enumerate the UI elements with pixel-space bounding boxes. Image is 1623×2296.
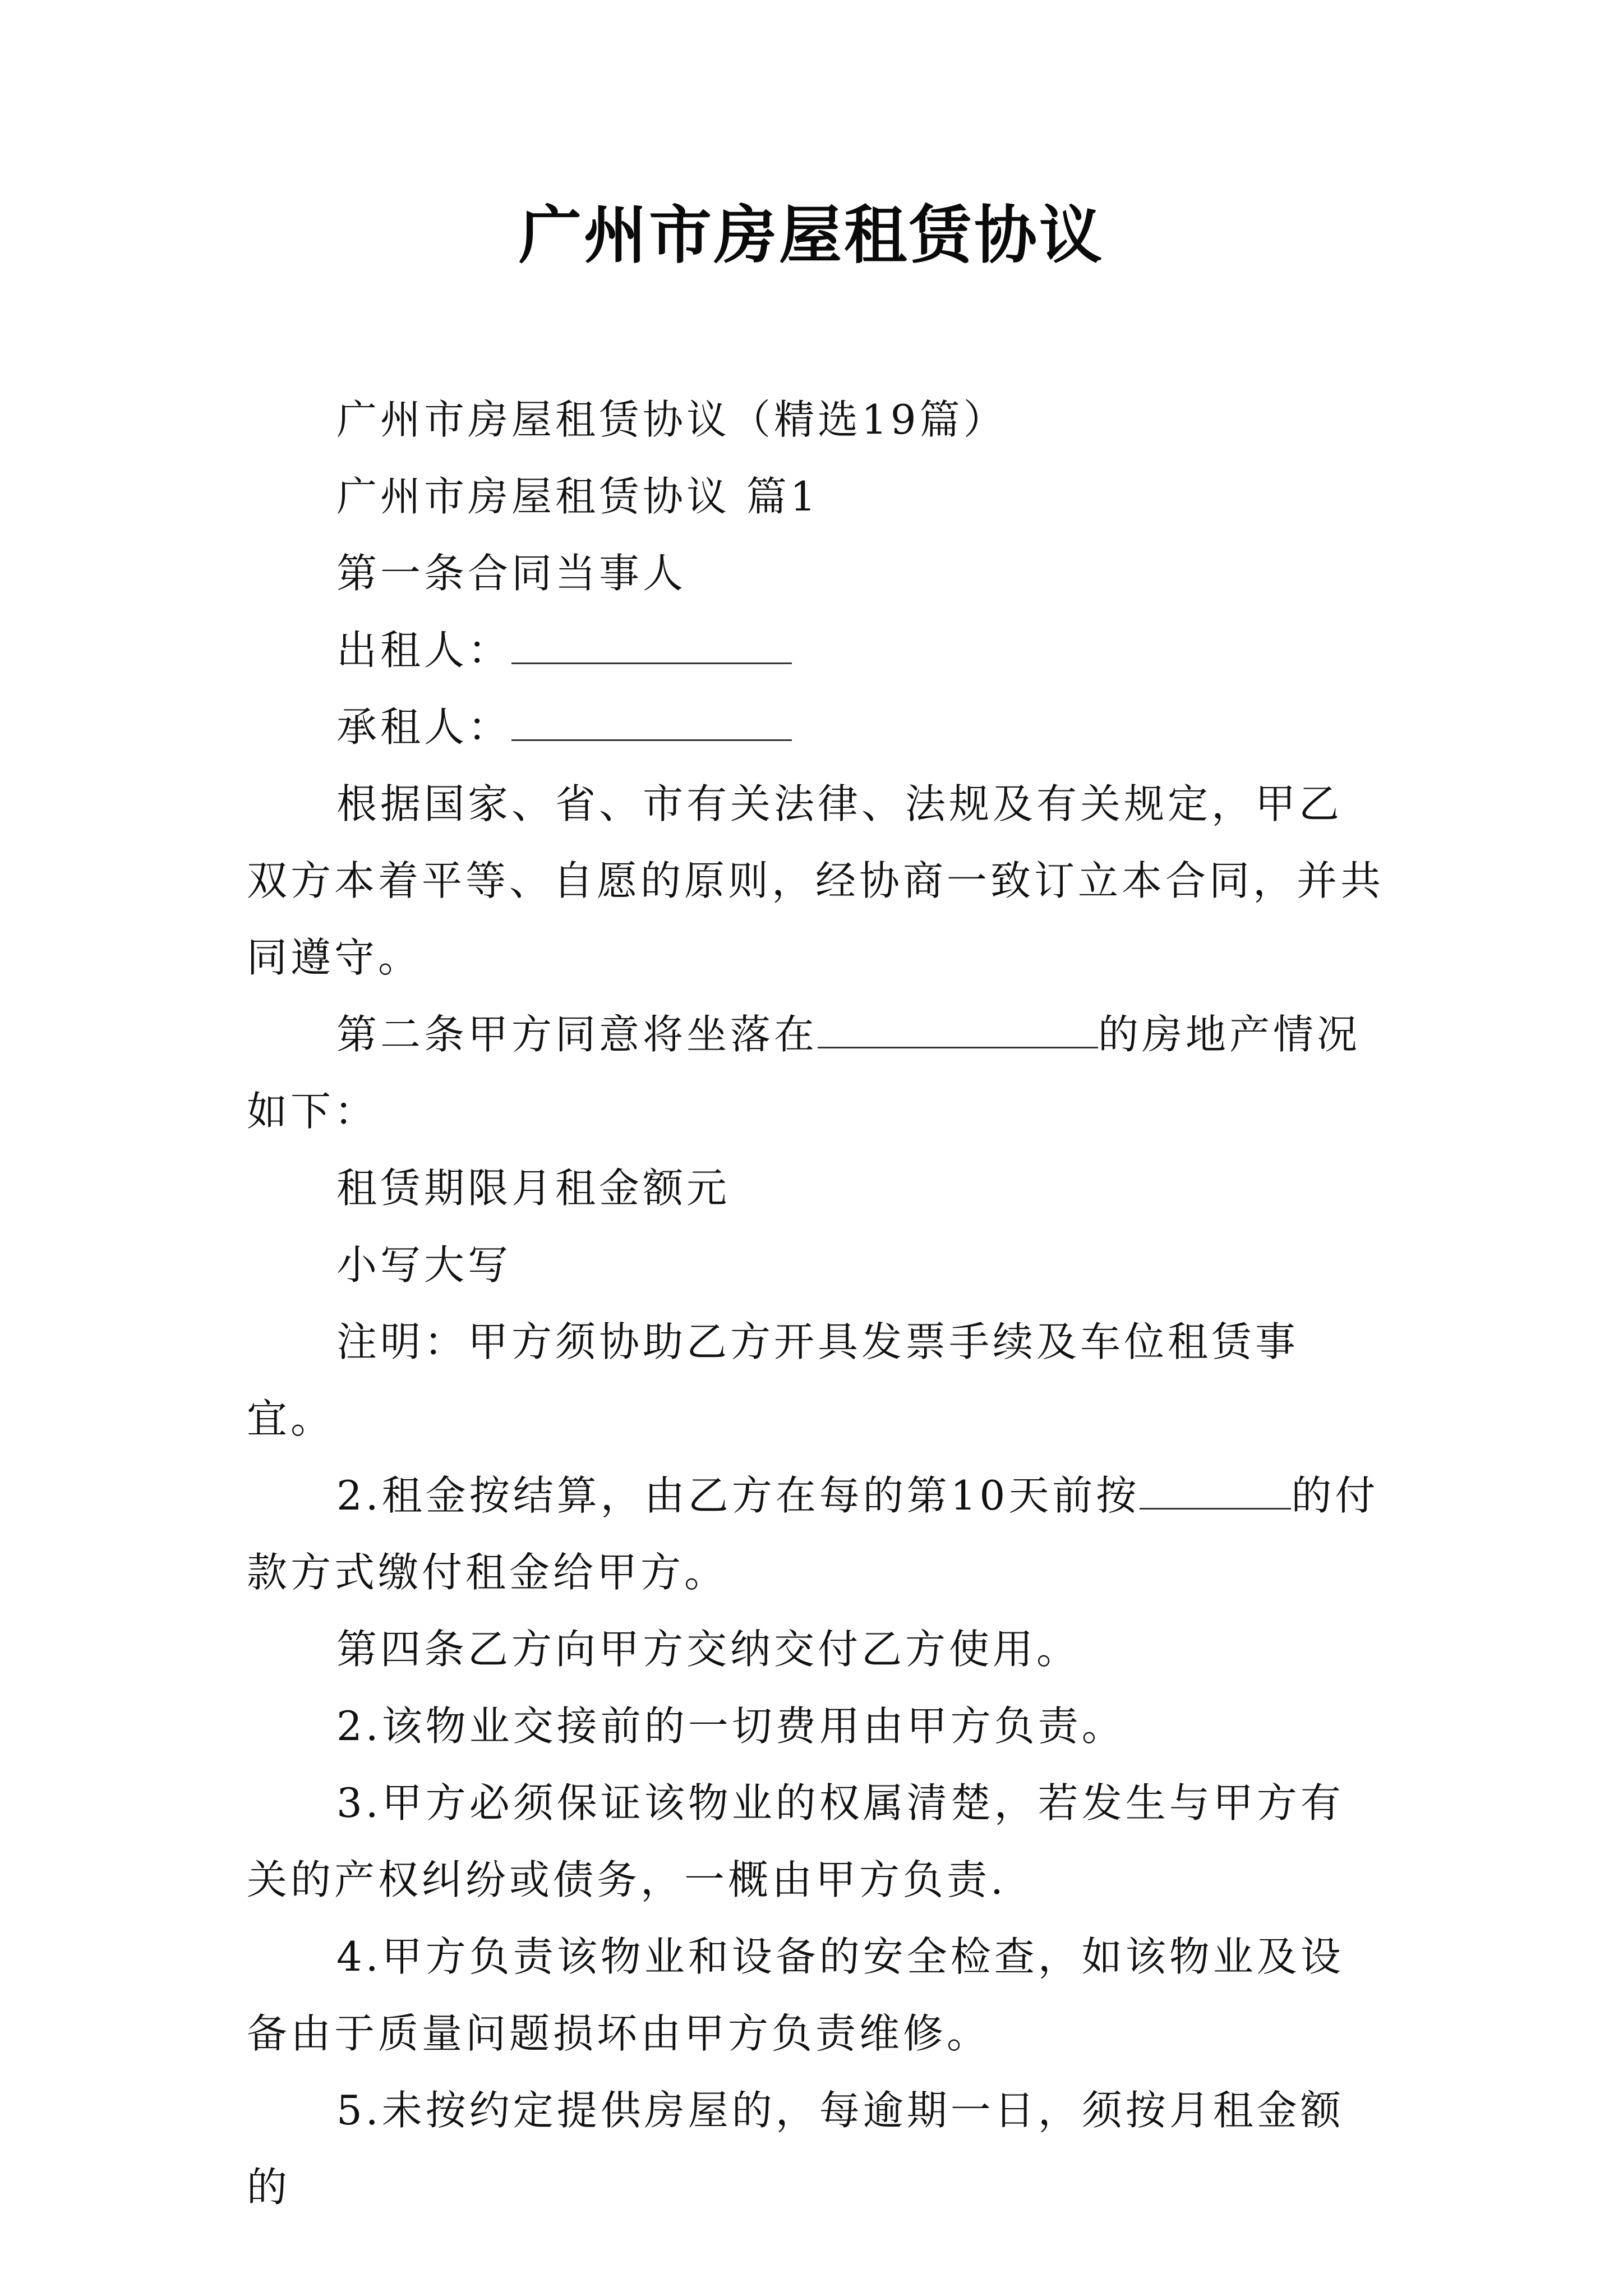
paragraph-clause-3: 3.甲方必须保证该物业的权属清楚，若发生与甲方有关的产权纠纷或债务，一概由甲方负责. — [247, 1779, 1344, 1903]
paragraph-note: 注明：甲方须协助乙方开具发票手续及车位租赁事宜。 — [247, 1318, 1299, 1442]
lessee-label: 承租人： — [336, 703, 512, 751]
lessor-blank — [511, 628, 792, 664]
paragraph-amount-case: 小写大写 — [336, 1241, 512, 1289]
document-title: 广州市房屋租赁协议 — [519, 199, 1104, 272]
paragraph-lease-term: 租赁期限月租金额元 — [336, 1165, 731, 1212]
paragraph-article-2 — [247, 996, 1385, 1150]
paragraph-clause-2: 2.该物业交接前的一切费用由甲方负责。 — [336, 1703, 1126, 1750]
paragraph-clause-4: 4.甲方负责该物业和设备的安全检查，如该物业及设备由于质量问题损坏由甲方负责维修。 — [247, 1933, 1344, 2057]
paragraph-article-4: 第四条乙方向甲方交纳交付乙方使用。 — [336, 1626, 1081, 1673]
paragraph-clause-5: 5.未按约定提供房屋的，每逾期一日，须按月租金额的 — [247, 2087, 1344, 2211]
paragraph-section-heading: 广州市房屋租赁协议 篇1 — [336, 473, 819, 520]
payment-method-blank — [1140, 1473, 1291, 1510]
rent-payment-text-a: 2.租金按结算，由乙方在每的第10天前按 — [336, 1472, 1140, 1519]
paragraph-rent-payment — [247, 1457, 1385, 1611]
rent-payment-text-b: 的付款方式缴付租金给甲方。 — [247, 1472, 1379, 1596]
article-2-text-a: 第二条甲方同意将坐落在 — [336, 1011, 818, 1058]
article-2-text-b: 的房地产情况如下： — [247, 1011, 1361, 1135]
paragraph-article-1: 第一条合同当事人 — [336, 550, 687, 597]
paragraph-subtitle: 广州市房屋租赁协议（精选19篇） — [336, 396, 1007, 443]
location-blank — [818, 1012, 1098, 1048]
paragraph-lessee — [247, 689, 1385, 766]
document-body — [247, 381, 1385, 2226]
lessor-label: 出租人： — [336, 627, 512, 674]
paragraph-lessor — [247, 612, 1385, 689]
paragraph-basis: 根据国家、省、市有关法律、法规及有关规定，甲乙双方本着平等、自愿的原则，经协商一致订立本合同，并共同遵守。 — [247, 780, 1385, 981]
lessee-blank — [511, 705, 792, 741]
